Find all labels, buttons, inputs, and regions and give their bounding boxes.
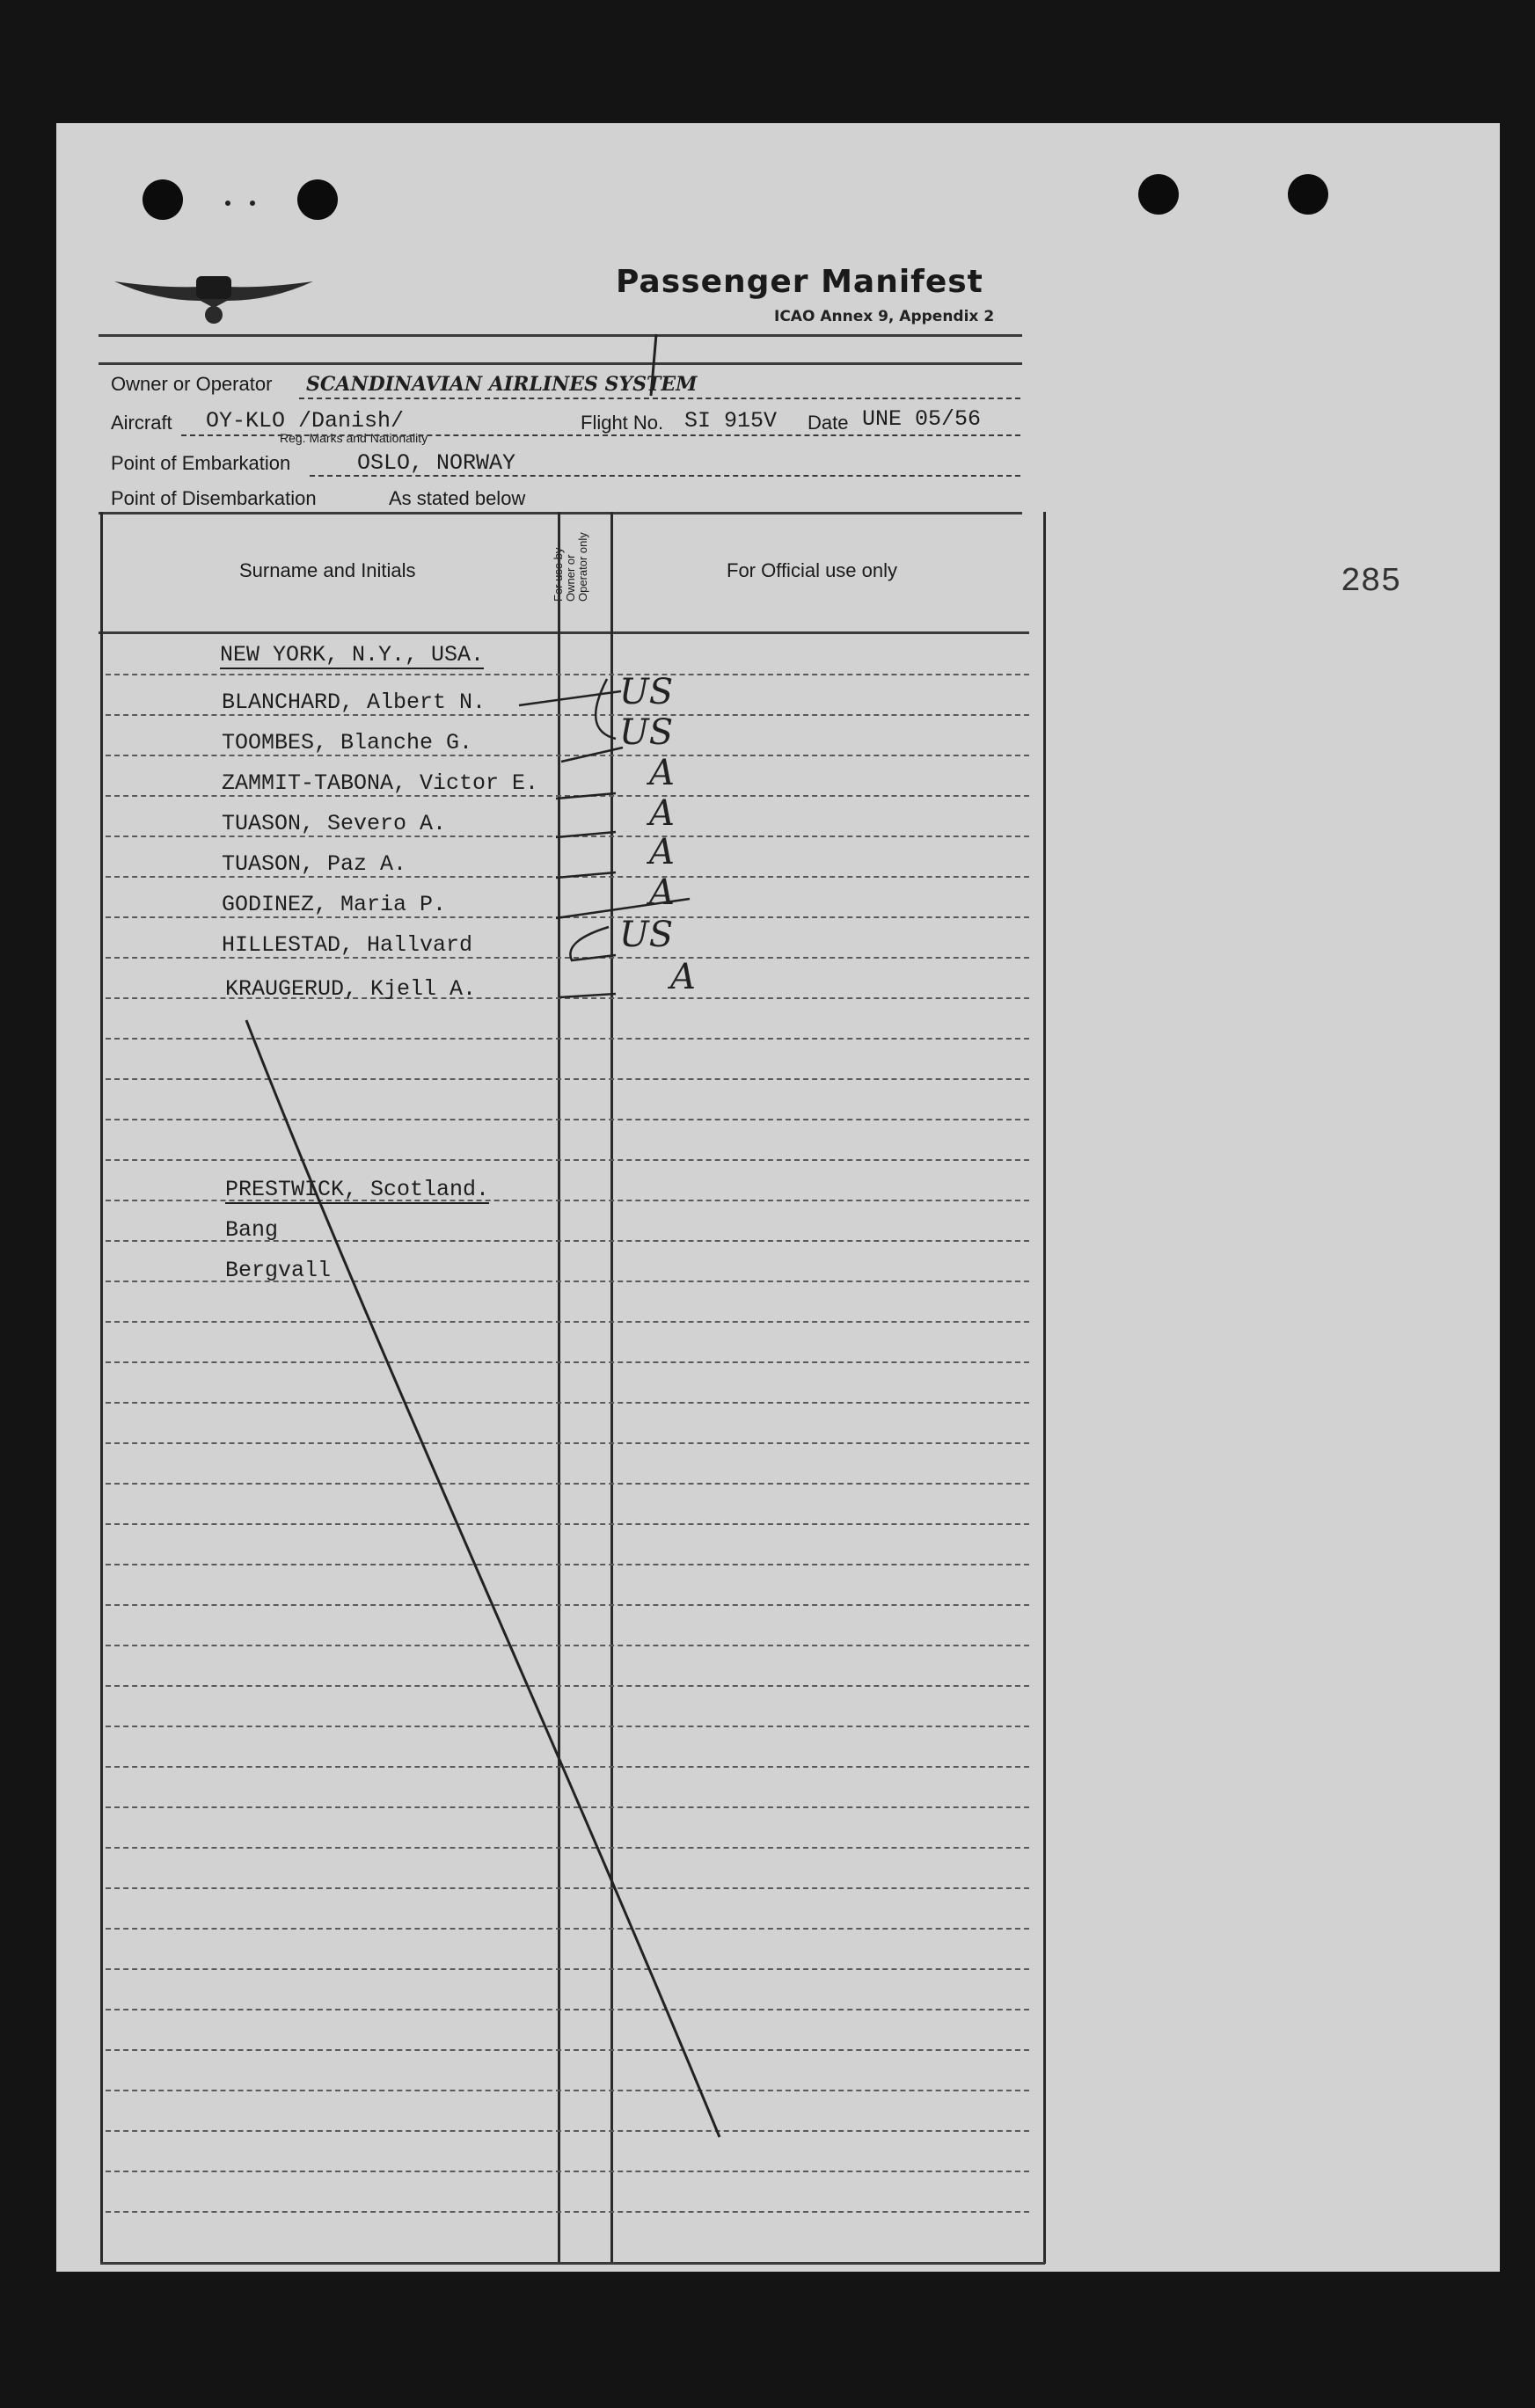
- cancel-diagonal-line: [246, 1020, 720, 2137]
- handwritten-mark: A: [649, 753, 675, 793]
- embark-label: Point of Embarkation: [111, 452, 291, 474]
- tick-stroke: [561, 748, 623, 762]
- destination-heading: PRESTWICK, Scotland.: [225, 1177, 490, 1202]
- handwritten-mark: A: [649, 832, 675, 872]
- embark-value: OSLO, NORWAY: [357, 450, 516, 476]
- tick-stroke: [519, 691, 621, 705]
- handwritten-mark: US: [619, 672, 674, 712]
- col-header-surname: Surname and Initials: [239, 559, 416, 581]
- destination-heading: NEW YORK, N.Y., USA.: [220, 642, 485, 668]
- passenger-name: GODINEZ, Maria P.: [222, 892, 447, 917]
- aircraft-label: Aircraft: [111, 412, 172, 434]
- handwritten-mark: US: [619, 915, 674, 955]
- aircraft-value: OY-KLO /Danish/: [206, 408, 405, 434]
- tick-stroke: [596, 679, 616, 739]
- disembark-label: Point of Disembarkation: [111, 487, 317, 509]
- col-header-official: For Official use only: [727, 559, 898, 581]
- handwritten-mark: A: [649, 793, 675, 834]
- tick-stroke: [651, 334, 656, 396]
- page-number: 285: [1341, 563, 1401, 601]
- passenger-name: Bang: [225, 1217, 279, 1243]
- handwritten-mark: A: [649, 872, 675, 913]
- passenger-name: ZAMMIT-TABONA, Victor E.: [222, 770, 539, 796]
- manifest-title: Passenger Manifest: [616, 264, 983, 300]
- owner-label: Owner or Operator: [111, 373, 273, 395]
- tick-stroke: [570, 927, 616, 960]
- reg-note: Reg. Marks and Nationality: [280, 431, 428, 445]
- col-header-owner-use: For use by Owner or Operator only: [552, 532, 589, 602]
- passenger-name: TUASON, Severo A.: [222, 811, 447, 836]
- flight-label: Flight No.: [581, 412, 664, 434]
- passenger-name: KRAUGERUD, Kjell A.: [225, 976, 477, 1002]
- date-value: UNE 05/56: [862, 406, 982, 432]
- owner-value: SCANDINAVIAN AIRLINES SYSTEM: [306, 373, 698, 396]
- tick-stroke: [556, 832, 616, 837]
- tick-stroke: [556, 793, 616, 799]
- passenger-name: TUASON, Paz A.: [222, 851, 407, 877]
- disembark-value: As stated below: [389, 487, 526, 509]
- manifest-subtitle: ICAO Annex 9, Appendix 2: [774, 308, 995, 325]
- passenger-name: TOOMBES, Blanche G.: [222, 730, 473, 755]
- date-label: Date: [808, 412, 849, 434]
- handwritten-mark: A: [670, 957, 696, 997]
- flight-value: SI 915V: [684, 408, 778, 434]
- tick-stroke: [559, 994, 616, 997]
- passenger-name: BLANCHARD, Albert N.: [222, 690, 486, 715]
- passenger-name: Bergvall: [225, 1258, 332, 1283]
- tick-stroke: [556, 872, 616, 878]
- handwritten-mark: US: [619, 712, 674, 753]
- tick-stroke: [556, 899, 690, 918]
- passenger-name: HILLESTAD, Hallvard: [222, 932, 473, 958]
